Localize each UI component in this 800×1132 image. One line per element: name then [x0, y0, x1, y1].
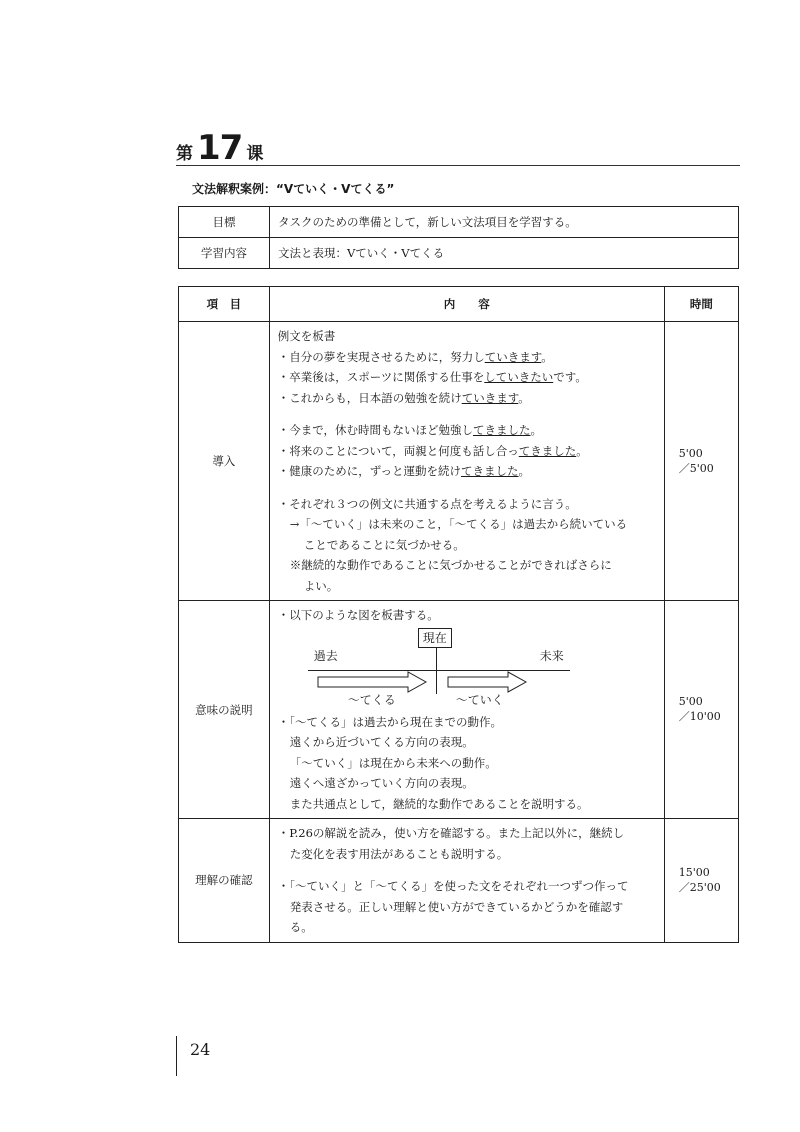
now-label-box: 現在: [418, 628, 452, 648]
text-segment: ・自分の夢を実現させるために，努力し: [277, 349, 485, 364]
timeline-diagram: [278, 626, 658, 712]
kuru-label: ～てくる: [347, 692, 396, 707]
header-item: 項 目: [179, 287, 270, 322]
row-time: [664, 322, 738, 601]
goal-text: タスクのための準備として，新しい文法項目を学習する。: [270, 207, 739, 238]
text-segment: ・これからも，日本語の勉強を続け: [277, 390, 462, 405]
content-line: 発表させる。正しい理解と使い方ができているかどうかを確認す: [289, 899, 624, 914]
time-cumulative: ／5'00: [678, 461, 714, 475]
underlined-text: ていきます: [484, 349, 542, 364]
content-line: 遠くへ遠ざかっていく方向の表現。: [289, 776, 474, 790]
underlined-text: していきたい: [484, 370, 554, 384]
plan-row-intro: [179, 322, 739, 601]
row-content: [269, 322, 664, 601]
plan-row-meaning: [179, 601, 739, 819]
past-label: 過去: [313, 648, 338, 663]
plan-row-check: [179, 819, 739, 943]
content-line: [278, 441, 658, 462]
text-segment: 。: [518, 390, 530, 405]
time-step: 15'00: [678, 865, 710, 879]
content-label: 学習内容: [179, 238, 270, 269]
time-cumulative: ／10'00: [678, 710, 721, 723]
content-line: 「～ていく」は現在から未来への動作。: [289, 755, 497, 770]
content-text: 文法と表現：Vていく・Vてくる: [270, 238, 739, 269]
page-margin-bar: [176, 1036, 177, 1076]
underlined-text: てきました: [472, 423, 531, 437]
content-line: [278, 367, 658, 388]
content-line: ※継続的な動作であることに気づかせることができればさらに: [289, 558, 612, 572]
spacer: [278, 408, 658, 420]
arrow-right-hollow: [448, 672, 526, 692]
content-line: ・以下のような図を板書する。: [277, 608, 439, 622]
text-segment: 。: [530, 423, 542, 437]
text-segment: ・卒業後は，スポーツに関係する仕事を: [277, 370, 485, 384]
content-line: [278, 420, 658, 441]
content-line: た変化を表す用法があることも説明する。: [289, 846, 509, 861]
text-segment: ・今まで，休む時間もないほど勉強し: [277, 423, 473, 437]
lesson-suffix: 课: [246, 144, 264, 164]
goal-table: [178, 206, 739, 269]
time-step: 5'00: [678, 695, 703, 708]
text-segment: 。: [576, 443, 588, 458]
row-time: [664, 819, 738, 943]
content-line: 例文を板書: [277, 329, 336, 343]
text-segment: 。: [541, 349, 553, 364]
iku-label: ～ていく: [455, 692, 504, 707]
goal-label: 目標: [179, 207, 270, 238]
arrow-left-hollow: [318, 672, 426, 692]
content-line: [278, 347, 658, 368]
content-line: ・「～ていく」と「～てくる」を使った文をそれぞれ一つずつ作って: [277, 879, 629, 893]
content-line: [278, 388, 658, 409]
content-line: 遠くから近づいてくる方向の表現。: [289, 735, 474, 749]
content-line: また共通点として，継続的な動作であることを説明する。: [289, 796, 589, 811]
page-number: 24: [190, 1040, 211, 1059]
content-line: ・P.26の解説を読み，使い方を確認する。また上記以外に，継続し: [277, 826, 625, 840]
title-rule: [176, 165, 740, 166]
text-segment: ・将来のことについて，両親と何度も話し合っ: [277, 443, 519, 458]
content-line: る。: [289, 920, 313, 934]
row-time: [664, 601, 738, 819]
content-row: [179, 238, 739, 269]
row-content: [269, 819, 664, 943]
content-line: →「～ていく」は未来のこと，「～てくる」は過去から続いている: [289, 517, 628, 531]
spacer: [278, 482, 658, 494]
underlined-text: てきました: [461, 464, 519, 478]
content-line: ・「～てくる」は過去から現在までの動作。: [277, 714, 502, 729]
lesson-prefix: 第: [176, 144, 193, 164]
row-item-label: 理解の確認: [179, 819, 270, 943]
content-line: よい。: [303, 578, 339, 593]
row-item-label: 導入: [179, 322, 270, 601]
lesson-title: [176, 128, 263, 168]
content-line: [278, 461, 658, 482]
plan-header-row: [179, 287, 739, 322]
underlined-text: てきました: [518, 443, 577, 458]
future-label: 未来: [539, 648, 564, 663]
header-time: 時間: [664, 287, 738, 322]
text-segment: です。: [553, 370, 587, 384]
row-item-label: 意味の説明: [179, 601, 270, 819]
header-content: 内 容: [269, 287, 664, 322]
content-line: ・それぞれ３つの例文に共通する点を考えるように言う。: [277, 496, 577, 511]
content-line: ことであることに気づかせる。: [303, 537, 465, 552]
underlined-text: ていきます: [461, 390, 519, 405]
lesson-plan-table: [178, 286, 739, 943]
goal-row: [179, 207, 739, 238]
case-title: 文法解釈案例：“Vていく・Vてくる”: [192, 182, 395, 196]
text-segment: 。: [518, 464, 531, 478]
time-step: 5'00: [678, 446, 703, 460]
time-cumulative: ／25'00: [678, 880, 721, 894]
text-segment: ・健康のために，ずっと運動を続け: [277, 464, 462, 478]
row-content: [269, 601, 664, 819]
spacer: [278, 864, 658, 876]
lesson-number: 17: [197, 128, 243, 168]
